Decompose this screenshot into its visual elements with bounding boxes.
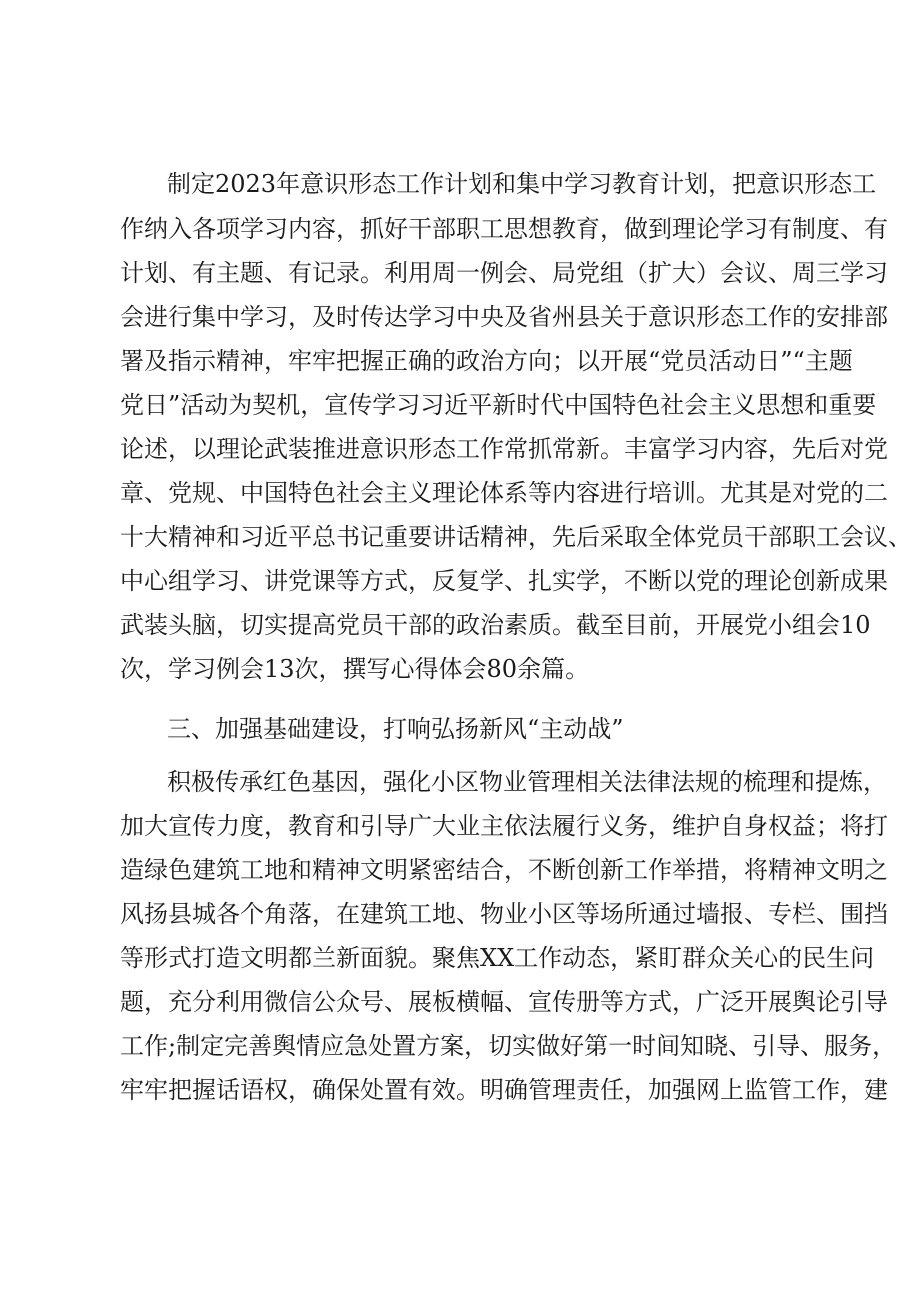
paragraph-1-line-1: 制定2023年意识形态工作计划和集中学习教育计划，把意识形态工 xyxy=(167,170,877,198)
paragraph-2-line-5: 等形式打造文明都兰新面貌。聚焦XX工作动态，紧盯群众关心的民生问 xyxy=(120,944,875,972)
paragraph-2-line-6: 题，充分利用微信公众号、展板横幅、宣传册等方式，广泛开展舆论引导 xyxy=(120,988,888,1016)
paragraph-2-line-4: 风扬县城各个角落，在建筑工地、物业小区等场所通过墙报、专栏、围挡 xyxy=(120,900,888,928)
paragraph-1-line-11: 武装头脑，切实提高党员干部的政治素质。截至目前，开展党小组会10 xyxy=(120,611,871,639)
paragraph-2-line-2: 加大宣传力度，教育和引导广大业主依法履行义务，维护自身权益；将打 xyxy=(120,812,888,840)
paragraph-1-line-10: 中心组学习、讲党课等方式，反复学、扎实学，不断以党的理论创新成果 xyxy=(120,567,888,595)
section-heading-3: 三、加强基础建设，打响弘扬新风“主动战” xyxy=(167,715,624,743)
paragraph-1-line-6: 党日”活动为契机，宣传学习习近平新时代中国特色社会主义思想和重要 xyxy=(120,391,877,419)
paragraph-2-line-8: 牢牢把握话语权，确保处置有效。明确管理责任，加强网上监管工作，建 xyxy=(120,1076,888,1104)
paragraph-1-line-2: 作纳入各项学习内容，抓好干部职工思想教育，做到理论学习有制度、有 xyxy=(120,215,888,243)
paragraph-1-line-7: 论述，以理论武装推进意识形态工作常抓常新。丰富学习内容，先后对党 xyxy=(120,435,888,463)
paragraph-2-line-1: 积极传承红色基因，强化小区物业管理相关法律法规的梳理和提炼， xyxy=(167,768,887,796)
paragraph-1-line-5: 署及指示精神，牢牢把握正确的政治方向；以开展“党员活动日”“主题 xyxy=(120,347,853,375)
paragraph-1-line-12: 次，学习例会13次，撰写心得体会80余篇。 xyxy=(120,655,590,683)
paragraph-1-line-9: 十大精神和习近平总书记重要讲话精神，先后采取全体党员干部职工会议、 xyxy=(120,523,912,551)
paragraph-1-line-3: 计划、有主题、有记录。利用周一例会、局党组（扩大）会议、周三学习 xyxy=(120,259,888,287)
paragraph-1-line-8: 章、党规、中国特色社会主义理论体系等内容进行培训。尤其是对党的二 xyxy=(120,479,888,507)
paragraph-1-line-4: 会进行集中学习，及时传达学习中央及省州县关于意识形态工作的安排部 xyxy=(120,303,888,331)
paragraph-2-line-7: 工作;制定完善舆情应急处置方案，切实做好第一时间知晓、引导、服务， xyxy=(120,1032,897,1060)
paragraph-2-line-3: 造绿色建筑工地和精神文明紧密结合，不断创新工作举措，将精神文明之 xyxy=(120,856,888,884)
